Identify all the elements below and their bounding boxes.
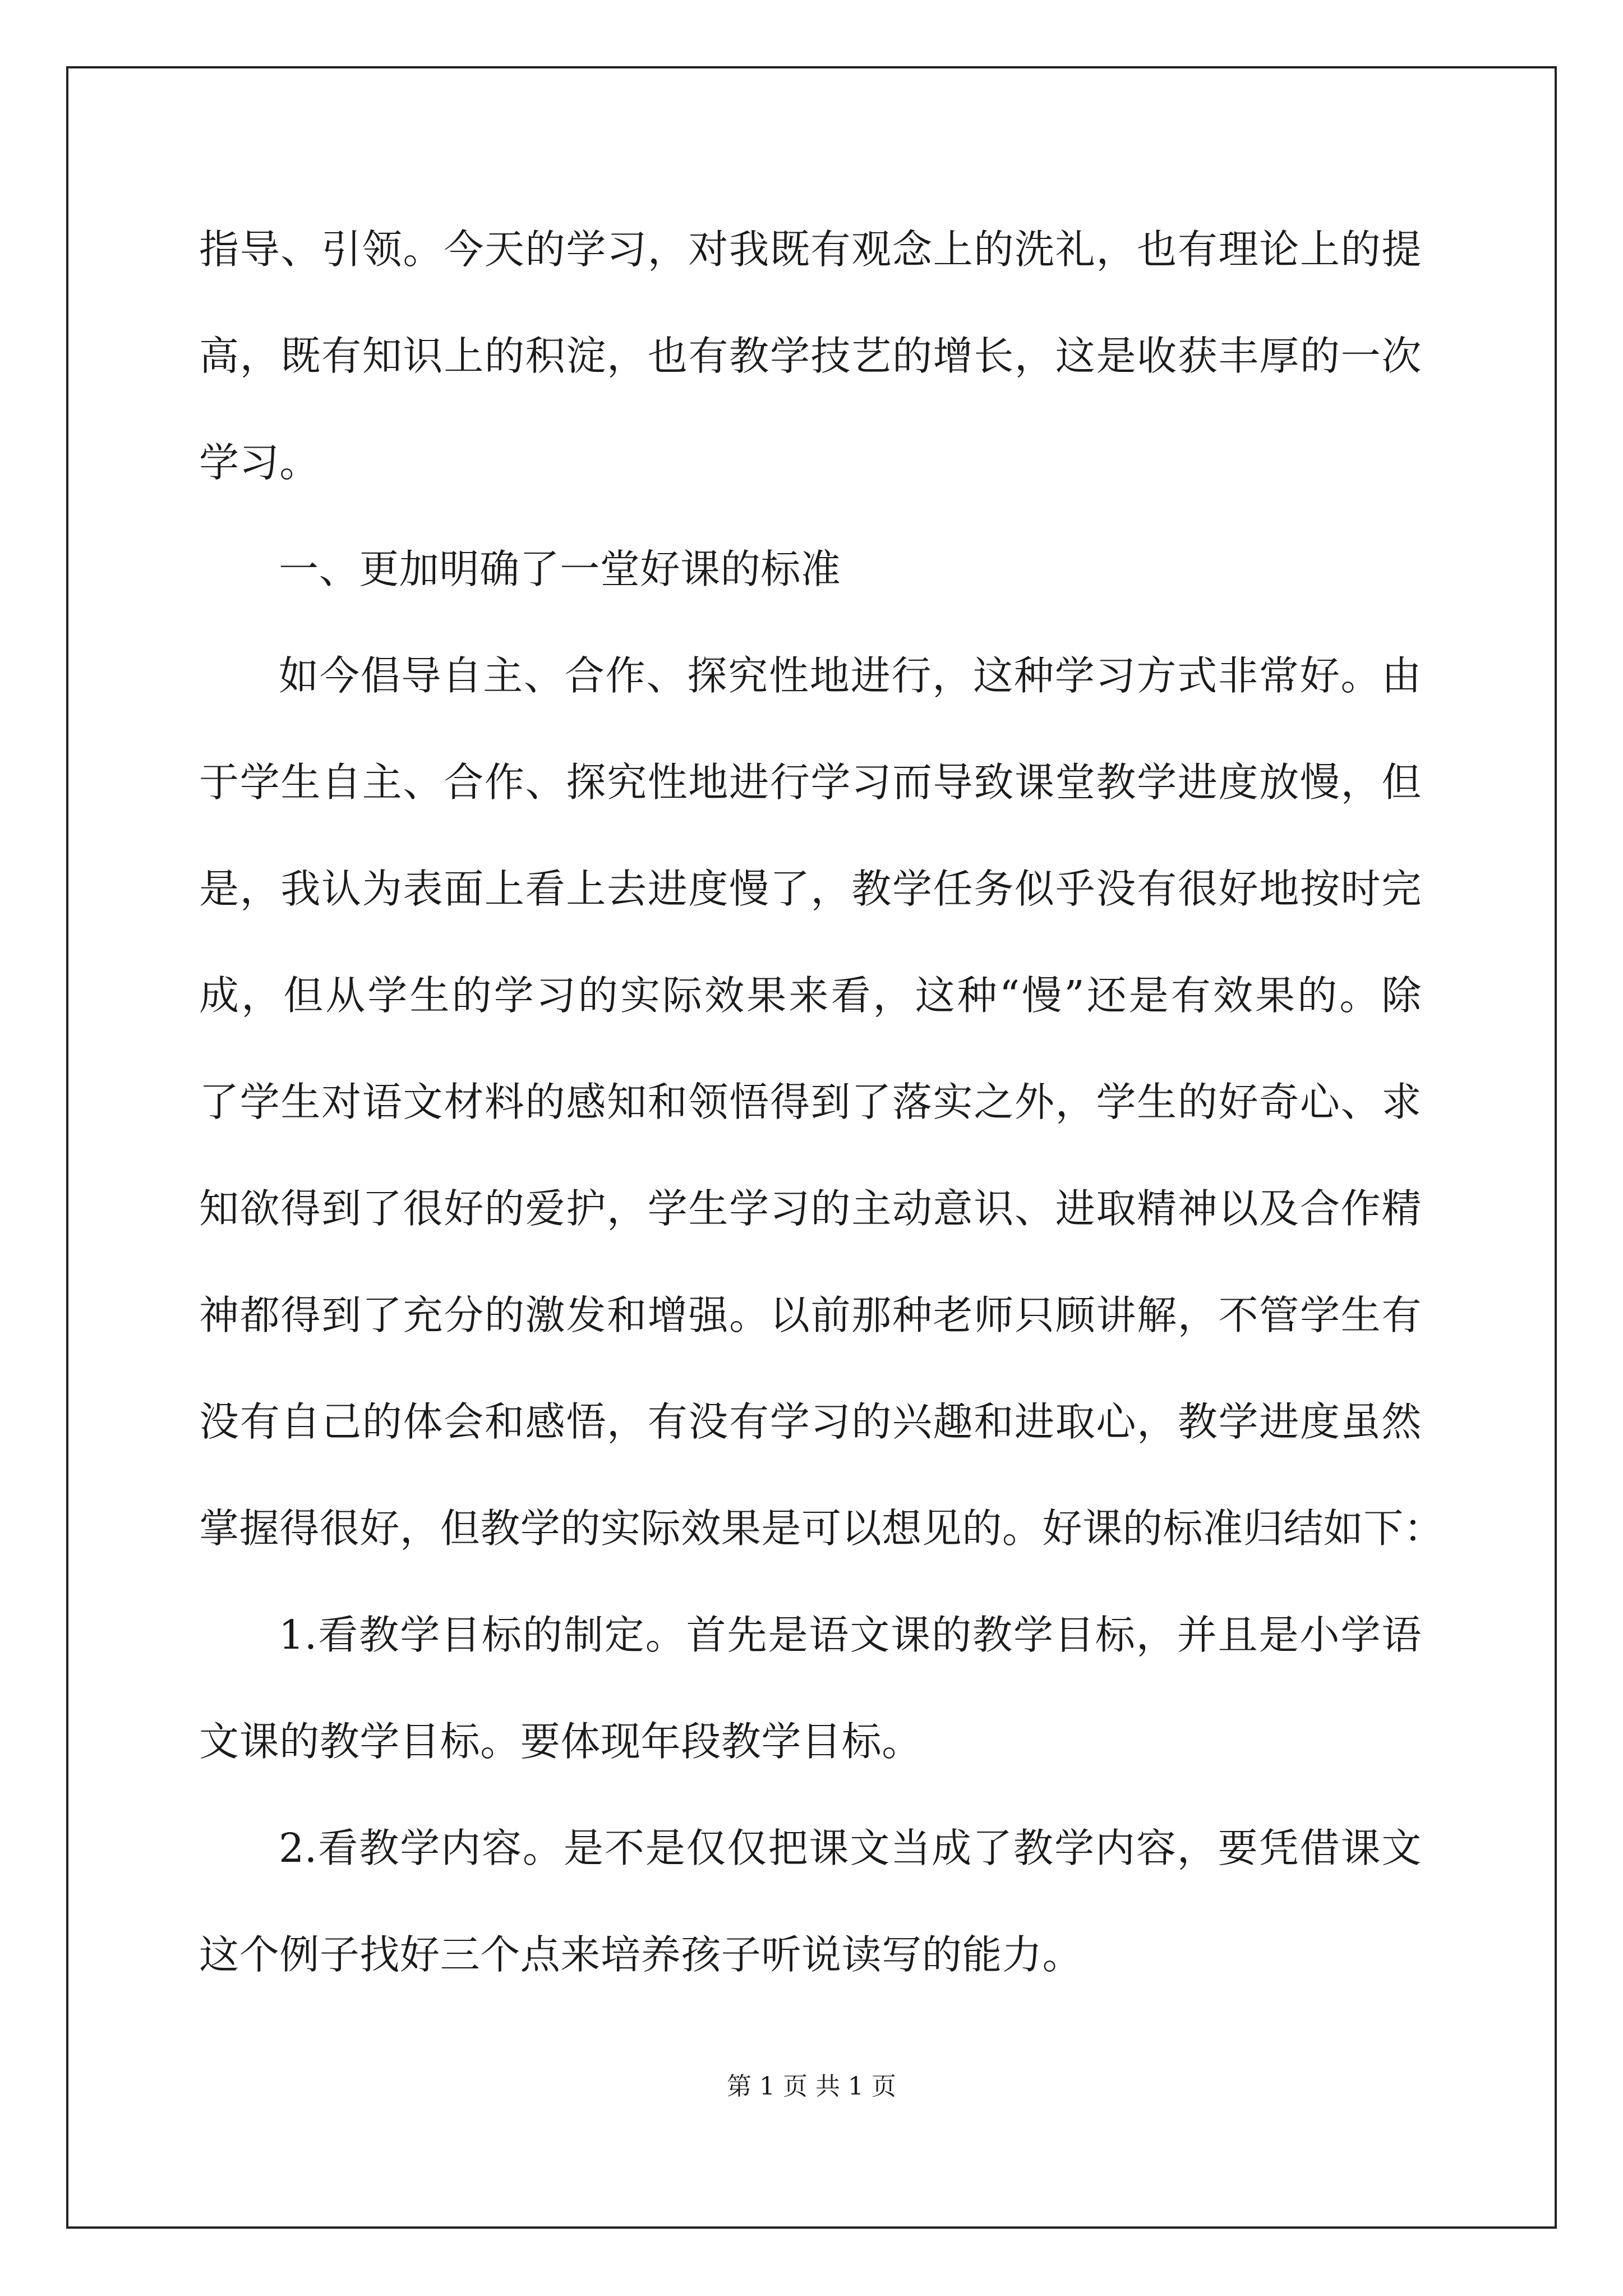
text-line: 文课的教学目标。要体现年段教学目标。 bbox=[199, 1718, 922, 1765]
text-line: 指导、引领。今天的学习，对我既有观念上的洗礼，也有理论上的提 bbox=[199, 226, 1422, 273]
text-line: 知欲得到了很好的爱护，学生学习的主动意识、进取精神以及合作精 bbox=[199, 1185, 1422, 1232]
text-line: 于学生自主、合作、探究性地进行学习而导致课堂教学进度放慢，但 bbox=[199, 759, 1422, 806]
text-line: 了学生对语文材料的感知和领悟得到了落实之外，学生的好奇心、求 bbox=[199, 1079, 1422, 1125]
text-line: 这个例子找好三个点来培养孩子听说读写的能力。 bbox=[199, 1931, 1083, 1978]
text-line: 是，我认为表面上看上去进度慢了，教学任务似乎没有很好地按时完 bbox=[199, 866, 1422, 912]
text-line: 成，但从学生的学习的实际效果来看，这种“慢”还是有效果的。除 bbox=[199, 972, 1422, 1019]
text-line: 掌握得很好，但教学的实际效果是可以想见的。好课的标准归结如下： bbox=[199, 1505, 1444, 1552]
page-footer: 第 1 页 共 1 页 bbox=[727, 2072, 896, 2101]
document-body bbox=[199, 216, 1444, 2028]
section-heading: 一、更加明确了一堂好课的标准 bbox=[279, 546, 841, 592]
text-line: 学习。 bbox=[199, 439, 320, 486]
text-line: 如今倡导自主、合作、探究性地进行，这种学习方式非常好。由 bbox=[279, 652, 1422, 699]
list-item: 2.看教学内容。是不是仅仅把课文当成了教学内容，要凭借课文 bbox=[279, 1825, 1422, 1871]
list-item: 1.看教学目标的制定。首先是语文课的教学目标，并且是小学语 bbox=[279, 1612, 1422, 1658]
text-line: 高，既有知识上的积淀，也有教学技艺的增长，这是收获丰厚的一次 bbox=[199, 333, 1422, 379]
text-line: 没有自己的体会和感悟，有没有学习的兴趣和进取心，教学进度虽然 bbox=[199, 1398, 1422, 1445]
text-line: 神都得到了充分的激发和增强。以前那种老师只顾讲解，不管学生有 bbox=[199, 1292, 1422, 1338]
